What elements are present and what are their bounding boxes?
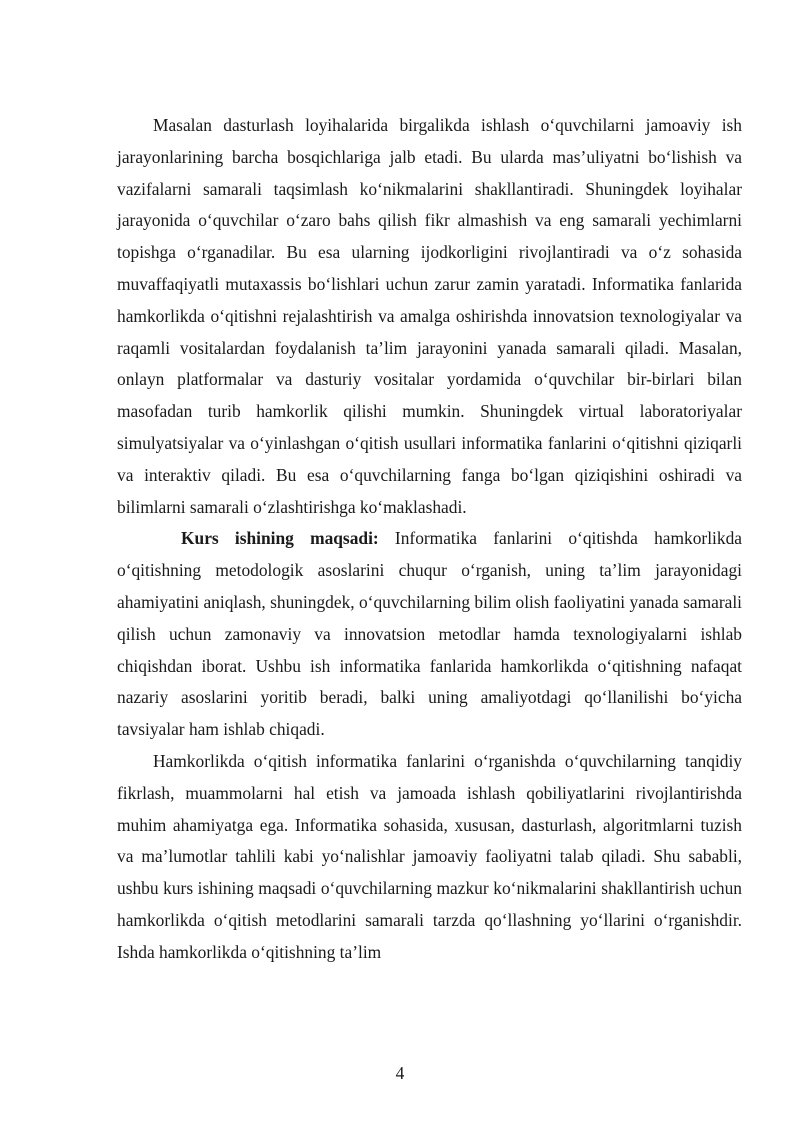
page-number: 4 <box>395 1063 405 1083</box>
paragraph-course-goal <box>117 523 742 746</box>
paragraph-collaboration <box>117 746 742 969</box>
course-goal-heading: Kurs ishining maqsadi: <box>181 528 379 549</box>
paragraph-intro-text: Masalan dasturlash loyihalarida birgalikda ishlash o‘quvchilarni jamoaviy ish jarayonlarining barcha bosqichlariga jalb etadi. Bu ularda mas’uliyatni bo‘lishish va vazifalarni samarali taqsimlash ko‘nikmalarini shakllantiradi. Shuningdek loyihalar jarayonida o‘quvchilar o‘zaro bahs qilish fikr almashish va eng samarali yechimlarni topishga o‘rganadilar. Bu esa ularning ijodkorligini rivojlantiradi va o‘z sohasida muvaffaqiyatli mutaxassis bo‘lishlari uchun zarur zamin yaratadi. Informatika fanlarida hamkorlikda o‘qitishni rejalashtirish va amalga oshirishda innovatsion texnologiyalar va raqamli vositalardan foydalanish ta’lim jarayonini yanada samarali qiladi. Masalan, onlayn platformalar va dasturiy vositalar yordamida o‘quvchilar bir-birlari bilan masofadan turib hamkorlik qilishi mumkin. Shuningdek virtual laboratoriyalar simulyatsiyalar va o‘yinlashgan o‘qitish usullari informatika fanlarini o‘qitishni qiziqarli va interaktiv qiladi. Bu esa o‘quvchilarning fanga bo‘lgan qiziqishini oshiradi va bilimlarni samarali o‘zlashtirishga ko‘maklashadi. <box>117 115 742 517</box>
paragraph-course-goal-text: Informatika fanlarini o‘qitishda hamkorlikda o‘qitishning metodologik asoslarini chuqur o‘rganish, uning ta’lim jarayonidagi ahamiyatini aniqlash, shuningdek, o‘quvchilarning bilim olish faoliyatini yanada samarali qilish uchun zamonaviy va innovatsion metodlar hamda texnologiyalarni ishlab chiqishdan iborat. Ushbu ish informatika fanlarida hamkorlikda o‘qitishning nafaqat nazariy asoslarini yoritib beradi, balki uning amaliyotdagi qo‘llanilishi bo‘yicha tavsiyalar ham ishlab chiqadi. <box>117 528 742 740</box>
paragraph-intro <box>117 110 742 523</box>
document-body <box>117 110 742 969</box>
paragraph-collaboration-text: Hamkorlikda o‘qitish informatika fanlarini o‘rganishda o‘quvchilarning tanqidiy fikrlash, muammolarni hal etish va jamoada ishlash qobiliyatlarini rivojlantirishda muhim ahamiyatga ega. Informatika sohasida, xususan, dasturlash, algoritmlarni tuzish va ma’lumotlar tahlili kabi yo‘nalishlar jamoaviy faoliyatni talab qiladi. Shu sababli, ushbu kurs ishining maqsadi o‘quvchilarning mazkur ko‘nikmalarini shakllantirish uchun hamkorlikda o‘qitish metodlarini samarali tarzda qo‘llashning yo‘llarini o‘rganishdir. Ishda hamkorlikda o‘qitishning ta’lim <box>117 750 742 962</box>
